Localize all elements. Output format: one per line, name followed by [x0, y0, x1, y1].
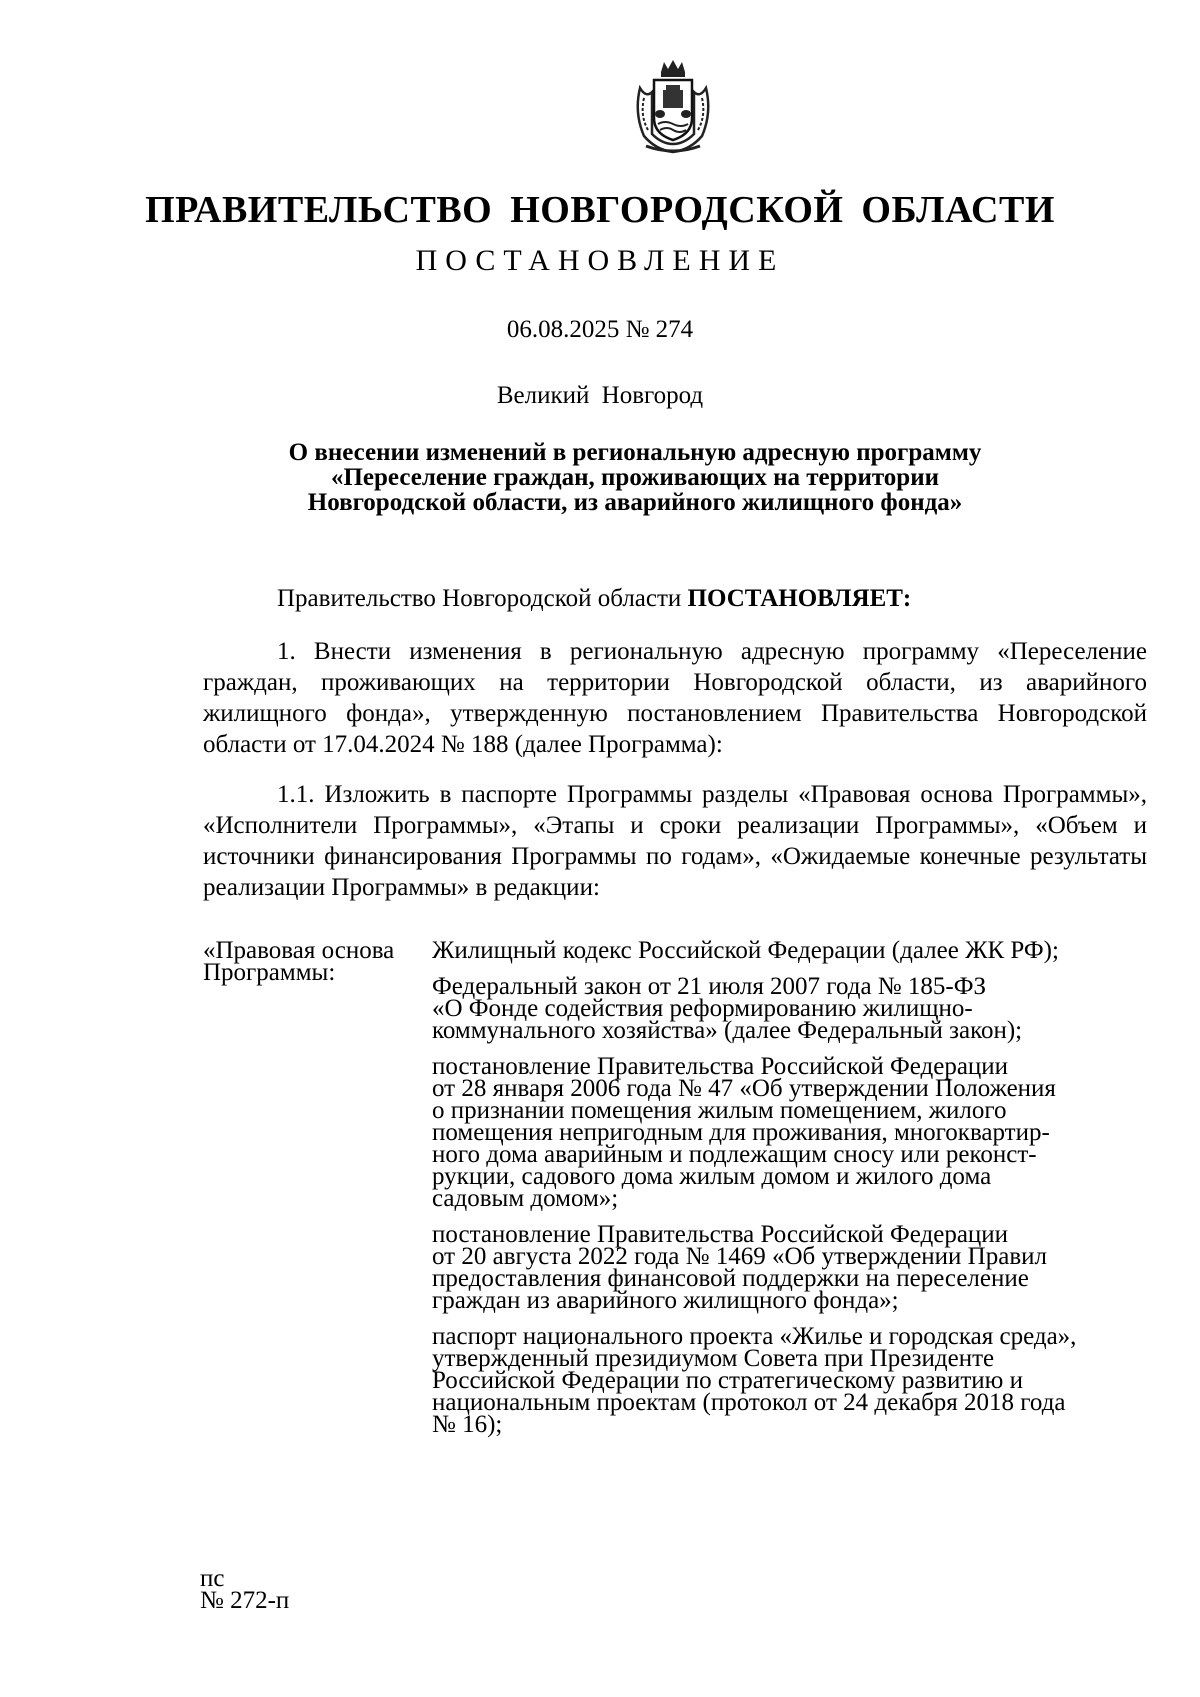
item-line: Российской Федерации по стратегическому развитию и — [432, 1367, 1023, 1394]
item-1-text: 1. Внести изменения в региональную адресную программу «Переселение граждан, проживающих на территории Новгородской области, из аварийного жилищного фонда», утвержденную постановлением Правительства Новгородской области от 17.04.2024 № 188 (далее Программа): — [203, 638, 1147, 758]
item-line: ного дома аварийным и подлежащим сносу или реконст- — [432, 1141, 1037, 1168]
legal-basis-item — [432, 973, 1162, 1044]
table-label-line: Программы: — [203, 959, 336, 986]
item-line: от 28 января 2006 года № 47 «Об утверждении Положения — [432, 1075, 1056, 1102]
legal-basis-item — [432, 937, 1162, 964]
item-line: национальным проектам (протокол от 24 декабря 2018 года — [432, 1389, 1066, 1416]
subject-line: «Переселение граждан, проживающих на территории — [330, 464, 940, 491]
item-line: Жилищный кодекс Российской Федерации (далее ЖК РФ); — [432, 937, 1059, 964]
footer-line-2: № 272-п — [200, 1587, 290, 1614]
item-line: Федеральный закон от 21 июля 2007 года № 185-ФЗ — [432, 973, 986, 1000]
date-and-number: 06.08.2025 № 274 — [506, 316, 694, 343]
item-line: паспорт национального проекта «Жилье и городская среда», — [432, 1323, 1077, 1350]
item-line: № 16); — [432, 1411, 503, 1438]
document-type: ПОСТАНОВЛЕНИЕ — [415, 244, 785, 277]
subject-line: О внесении изменений в региональную адресную программу — [288, 439, 982, 466]
table-label-line: «Правовая основа — [203, 937, 395, 964]
item-line: граждан из аварийного жилищного фонда»; — [432, 1287, 899, 1314]
item-1-1-text: 1.1. Изложить в паспорте Программы разделы «Правовая основа Программы», «Исполнители Программы», «Этапы и сроки реализации Программы», «Объем и источники финансирования Программы по годам», «Ожидаемые конечные результаты реализации Программы» в редакции: — [203, 781, 1147, 901]
legal-basis-item — [432, 1323, 1162, 1438]
table-right-column — [432, 937, 1162, 1450]
footer-reference — [200, 1565, 290, 1614]
item-line: постановление Правительства Российской Федерации — [432, 1221, 1009, 1248]
subject-line: Новгородской области, из аварийного жилищного фонда» — [307, 489, 963, 516]
legal-basis-item — [432, 1221, 1162, 1314]
coat-of-arms-icon — [630, 58, 716, 156]
item-line: «О Фонде содействия реформированию жилищно- — [432, 995, 973, 1022]
intro-text: Правительство Новгородской области — [277, 585, 682, 612]
item-line: помещения непригодным для проживания, многоквартир- — [432, 1119, 1050, 1146]
legal-basis-item — [432, 1053, 1162, 1212]
intro-resolves: ПОСТАНОВЛЯЕТ: — [687, 585, 912, 612]
item-line: садовым домом»; — [432, 1185, 619, 1212]
item-1 — [203, 636, 1147, 760]
item-1-1 — [203, 779, 1147, 903]
government-title: ПРАВИТЕЛЬСТВО НОВГОРОДСКОЙ ОБЛАСТИ — [145, 189, 1055, 231]
item-line: утвержденный президиумом Совета при Президенте — [432, 1345, 995, 1372]
item-line: постановление Правительства Российской Федерации — [432, 1053, 1009, 1080]
item-line: о признании помещения жилым помещением, жилого — [432, 1097, 1007, 1124]
footer-line-1: пс — [200, 1565, 225, 1592]
item-line: коммунального хозяйства» (далее Федеральный закон); — [432, 1017, 1023, 1044]
item-line: от 20 августа 2022 года № 1469 «Об утверждении Правил — [432, 1243, 1047, 1270]
item-line: рукции, садового дома жилым домом и жилого дома — [432, 1163, 992, 1190]
table-left-column — [203, 937, 423, 986]
city: Великий Новгород — [496, 382, 704, 409]
intro-paragraph — [203, 583, 1147, 614]
item-line: предоставления финансовой поддержки на переселение — [432, 1265, 1029, 1292]
document-subject — [200, 440, 1070, 515]
